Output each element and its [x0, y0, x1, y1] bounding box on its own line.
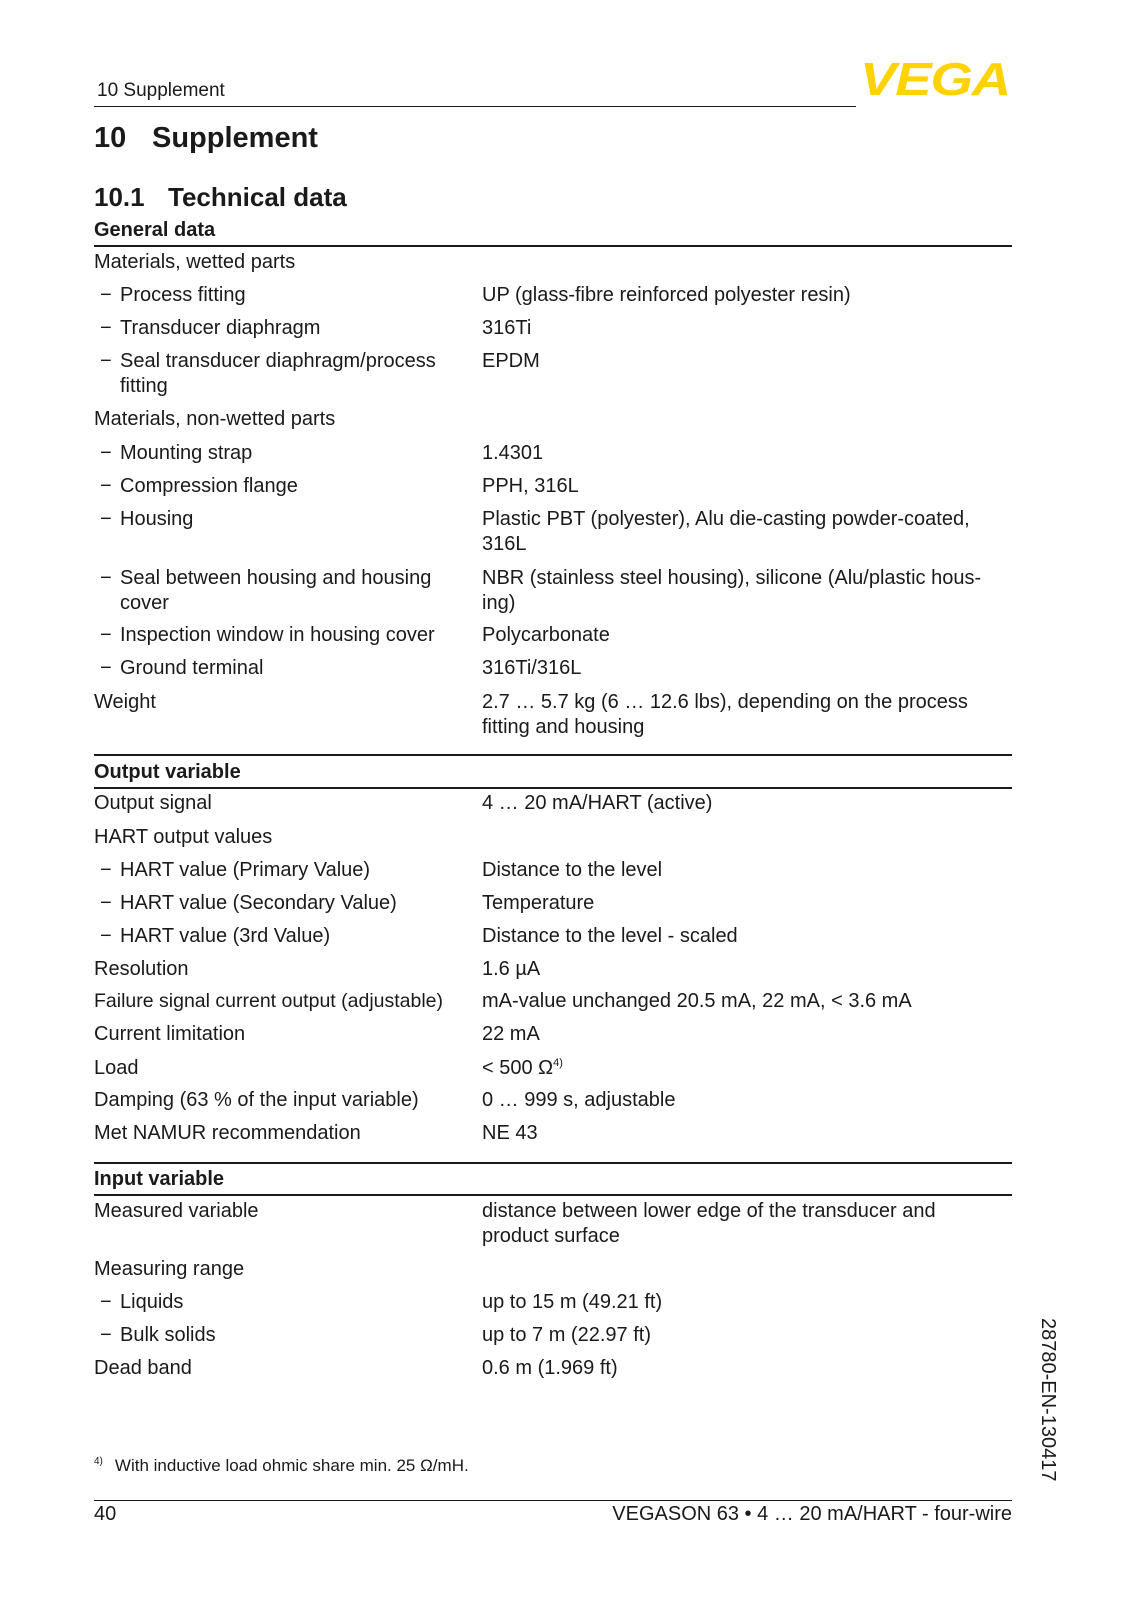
list-dash: − — [100, 1291, 112, 1313]
general-data-title: General data — [94, 219, 216, 241]
footer-title: VEGASON 63 • 4 … 20 mA/HART - four-wire — [612, 1503, 1012, 1525]
row-value: 22 mA — [482, 1023, 540, 1045]
chapter-heading — [94, 122, 318, 155]
running-header: 10 Supplement — [97, 80, 225, 101]
list-dash: − — [100, 624, 112, 646]
row-value: Distance to the level — [482, 859, 663, 881]
row-label: − Compression flange — [100, 475, 298, 497]
row-value: 2.7 … 5.7 kg (6 … 12.6 lbs), depending on the process fitting and housing — [482, 691, 968, 738]
row-label: Met NAMUR recommendation — [94, 1122, 361, 1144]
row-label: − Process fitting — [100, 284, 246, 306]
row-label: − HART value (3rd Value) — [100, 925, 331, 947]
general-data-rule — [94, 245, 1012, 247]
row-value: 1.6 µA — [482, 958, 541, 980]
list-dash: − — [100, 350, 112, 372]
row-value: NBR (stainless steel housing), silicone (Alu/plastic hous-ing) — [482, 567, 982, 614]
row-label: − HART value (Primary Value) — [100, 859, 371, 881]
row-value: NE 43 — [482, 1122, 538, 1144]
list-dash: − — [100, 317, 112, 339]
row-value: Plastic PBT (polyester), Alu die-casting powder-coated, 316L — [482, 508, 970, 555]
row-value: EPDM — [482, 350, 540, 372]
page-number: 40 — [94, 1503, 117, 1525]
list-dash: − — [100, 475, 112, 497]
row-label: Current limitation — [94, 1023, 246, 1045]
row-label: Resolution — [94, 958, 189, 980]
row-label: Dead band — [94, 1357, 192, 1379]
row-label: HART output values — [94, 826, 273, 848]
row-label: − Mounting strap — [100, 442, 253, 464]
footer-divider — [94, 1500, 1012, 1501]
section-number: 10.1 — [94, 182, 145, 212]
row-label: Weight — [94, 691, 156, 713]
list-dash: − — [100, 508, 112, 530]
row-label: − HART value (Secondary Value) — [100, 892, 397, 914]
row-label: Measured variable — [94, 1200, 259, 1222]
footnote-reference: 4) — [553, 1057, 563, 1069]
list-dash: − — [100, 859, 112, 881]
list-dash: − — [100, 657, 112, 679]
section-heading — [94, 182, 347, 213]
row-value: mA-value unchanged 20.5 mA, 22 mA, < 3.6 mA — [482, 990, 912, 1012]
row-value: Temperature — [482, 892, 595, 914]
row-label: Measuring range — [94, 1258, 245, 1280]
row-value: 4 … 20 mA/HART (active) — [482, 792, 713, 814]
row-value: Distance to the level - scaled — [482, 925, 738, 947]
list-dash: − — [100, 567, 112, 589]
chapter-title: Supplement — [152, 122, 318, 154]
row-label: − Inspection window in housing cover — [100, 624, 435, 646]
footnote-mark: 4) — [94, 1456, 103, 1467]
header-divider — [94, 106, 856, 107]
footnote-text: With inductive load ohmic share min. 25 Ω/mH. — [114, 1456, 469, 1475]
row-label: − Liquids — [100, 1291, 184, 1313]
row-label: − Housing — [100, 508, 194, 530]
list-dash: − — [100, 1324, 112, 1346]
row-label: − Transducer diaphragm — [100, 317, 321, 339]
row-value: 316Ti/316L — [482, 657, 582, 679]
chapter-number: 10 — [94, 122, 127, 154]
row-value: UP (glass-fibre reinforced polyester resin) — [482, 284, 851, 306]
row-value: < 500 $\Omega^{4)}$ — [482, 1057, 563, 1079]
vega-logo — [860, 58, 1012, 107]
row-label: Load — [94, 1057, 139, 1079]
row-label: − Ground terminal — [100, 657, 264, 679]
row-label: Output signal — [94, 792, 212, 814]
row-label: Failure signal current output (adjustable) — [94, 990, 444, 1012]
list-dash: − — [100, 284, 112, 306]
input-variable-rule — [94, 1194, 1012, 1196]
list-dash: − — [100, 925, 112, 947]
section-title: Technical data — [168, 182, 347, 212]
input-variable-top-rule — [94, 1162, 1012, 1164]
row-label: Damping (63 % of the input variable) — [94, 1089, 419, 1111]
row-value: up to 15 m (49.21 ft) — [482, 1291, 663, 1313]
output-variable-top-rule — [94, 754, 1012, 756]
row-value: 0.6 m (1.969 ft) — [482, 1357, 618, 1379]
row-value: up to 7 m (22.97 ft) — [482, 1324, 651, 1346]
output-variable-title: Output variable — [94, 761, 241, 783]
row-value: PPH, 316L — [482, 475, 579, 497]
document-code: 28780-EN-130417 — [1037, 1318, 1059, 1482]
list-dash: − — [100, 892, 112, 914]
input-variable-title: Input variable — [94, 1168, 225, 1190]
row-value: 1.4301 — [482, 442, 544, 464]
footnote — [94, 1456, 469, 1476]
row-label: Materials, wetted parts — [94, 251, 296, 273]
output-variable-rule — [94, 787, 1012, 789]
row-value: Polycarbonate — [482, 624, 610, 646]
row-label: − Seal between housing and housing cover — [100, 567, 432, 614]
row-label: − Bulk solids — [100, 1324, 216, 1346]
row-value: distance between lower edge of the transducer and product surface — [482, 1200, 936, 1247]
list-dash: − — [100, 442, 112, 464]
row-label: − Seal transducer diaphragm/process fitting — [100, 350, 436, 397]
row-value: 316Ti — [482, 317, 532, 339]
svg-text:VEGA: VEGA — [860, 58, 1010, 102]
row-label: Materials, non-wetted parts — [94, 408, 336, 430]
row-value: 0 … 999 s, adjustable — [482, 1089, 676, 1111]
